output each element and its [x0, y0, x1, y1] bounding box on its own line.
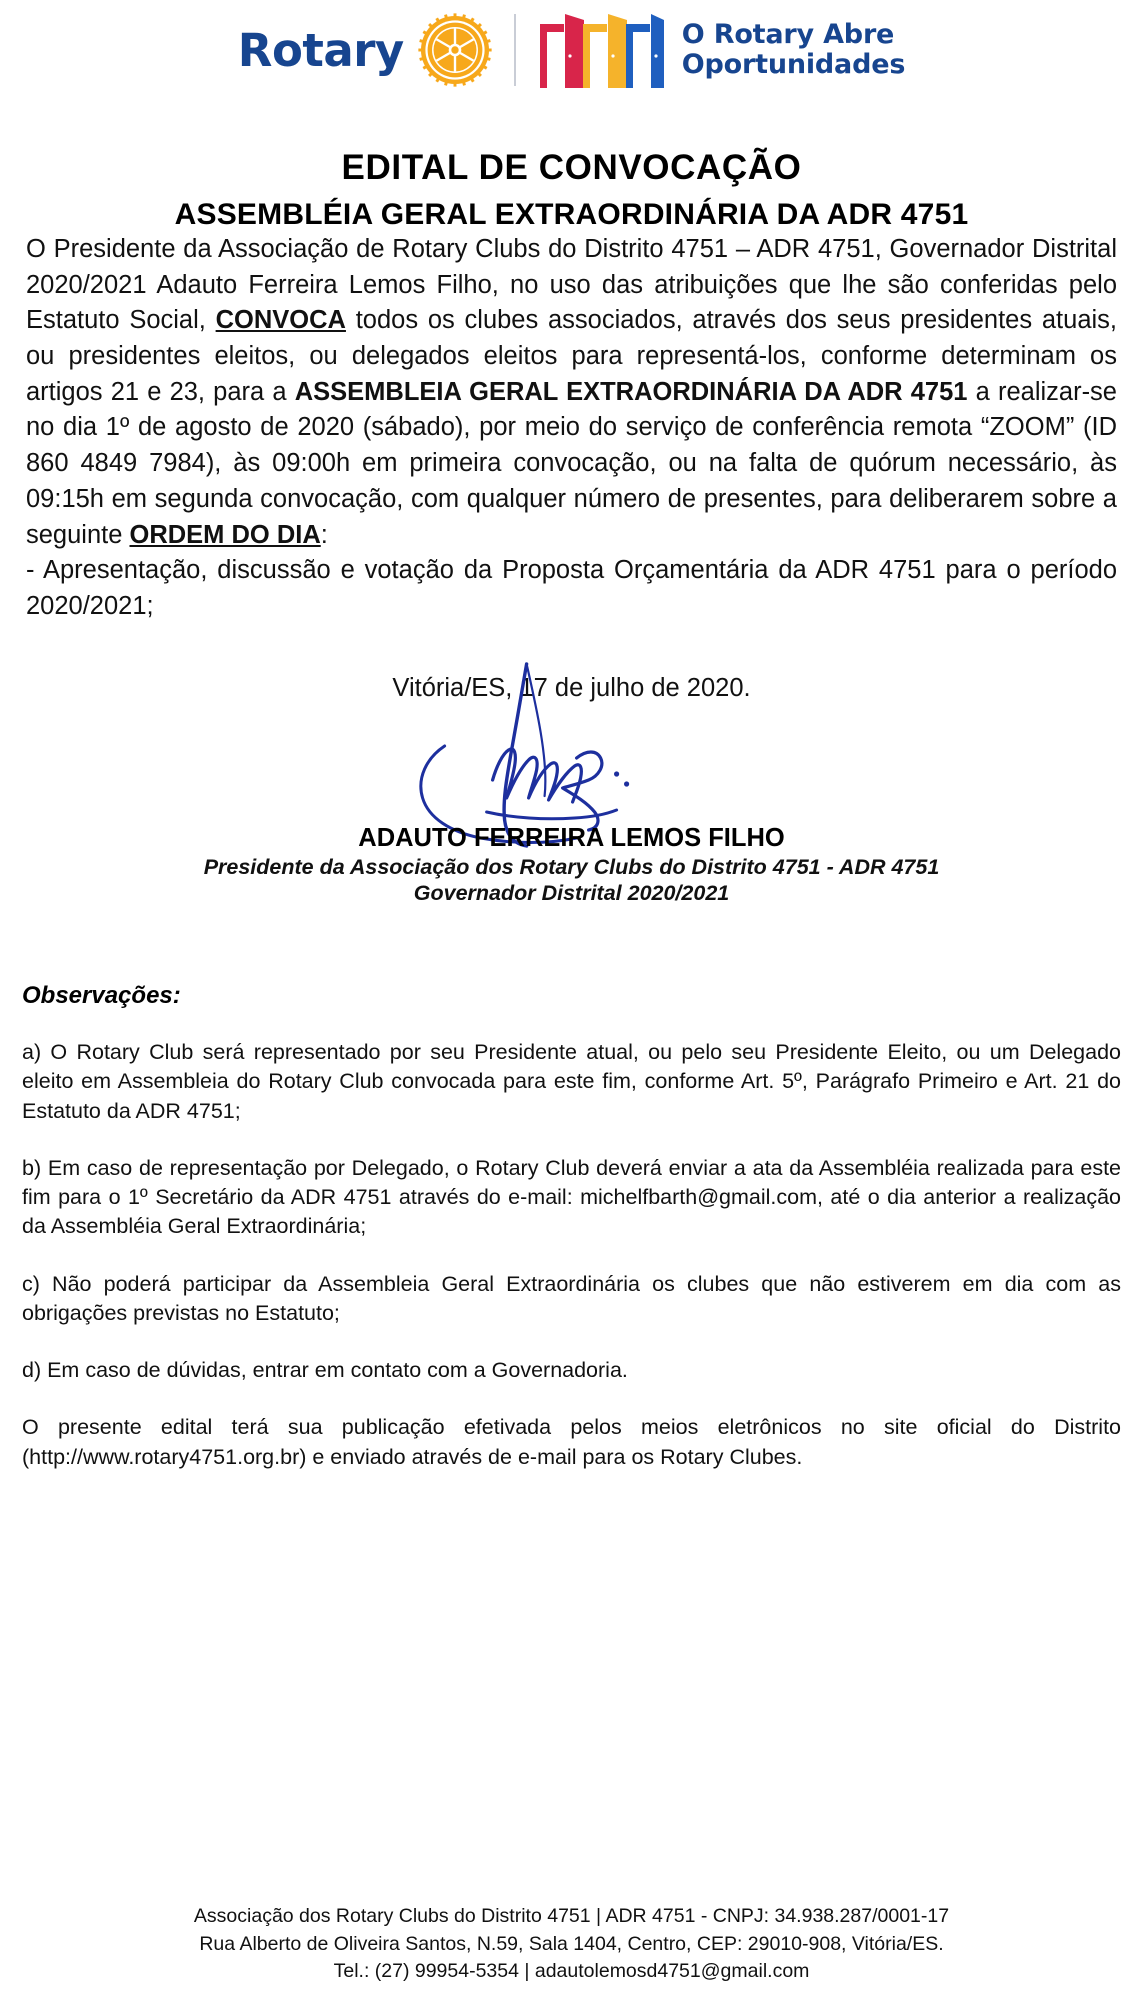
observation-closing-note: O presente edital terá sua publicação efetivada pelos meios eletrônicos no site oficial do Distrito (http://www.rotary4751.org.br) e enviado através de e-mail para os Rotary Clubes.: [22, 1415, 1121, 1469]
convoca-emphasis: CONVOCA: [215, 306, 346, 335]
document-header: [0, 0, 1143, 96]
rotary-logo: [238, 13, 492, 87]
theme-line-2: Oportunidades: [681, 49, 906, 80]
rotary-wordmark: Rotary: [237, 23, 404, 77]
observations-section: [0, 982, 1143, 1472]
main-text-part-1: O Presidente da Associação de Rotary Clubs do Distrito 4751 – ADR 4751, Governador Distrital 2020/2021 Adauto Ferreira Lemos Filho, no uso das atribuições que lhe são conferidas pelo Estatuto Social,: [26, 235, 1117, 335]
observation-item-c: c) Não poderá participar da Assembleia Geral Extraordinária os clubes que não estiverem em dia com as obrigações previstas no Estatuto;: [22, 1271, 1121, 1325]
observations-heading: Observações:: [22, 982, 181, 1010]
rotary-wheel-icon: [418, 13, 492, 87]
main-text-part-4: :: [320, 520, 328, 549]
observation-item-d: d) Em caso de dúvidas, entrar em contato com a Governadoria.: [22, 1358, 628, 1383]
title-block: [0, 148, 1143, 232]
signature-mark-holder: [26, 706, 1117, 824]
signatory-role-line-2: Governador Distrital 2020/2021: [413, 881, 730, 906]
document-body: [0, 232, 1143, 906]
signatory-name: ADAUTO FERREIRA LEMOS FILHO: [358, 824, 785, 853]
theme-line-1: O Rotary Abre: [681, 18, 895, 50]
signature-block: [26, 671, 1117, 907]
logo-divider: [514, 14, 516, 86]
theme-text: [682, 20, 905, 80]
document-footer: [0, 1903, 1143, 1986]
assembleia-emphasis: ASSEMBLEIA GERAL EXTRAORDINÁRIA DA ADR 4751: [294, 377, 968, 406]
ordem-do-dia-emphasis: ORDEM DO DIA: [129, 520, 321, 549]
footer-line-1: Associação dos Rotary Clubs do Distrito 4751 | ADR 4751 - CNPJ: 34.938.287/0001-17: [193, 1904, 950, 1927]
observation-item-b: b) Em caso de representação por Delegado, o Rotary Club deverá enviar a ata da Assembléia realizada para este fim para o 1º Secretário da ADR 4751 através do e-mail: michelfbarth@gmail.com, até o dia anterior a realização da Assembléia Geral Extraordinária;: [22, 1155, 1121, 1239]
main-text-part-2: todos os clubes associados, através dos seus presidentes atuais, ou presidentes eleitos, ou delegados eleitos para representá-los, conforme determinam os artigos 21 e 23, para a: [26, 306, 1117, 406]
city-date-line: Vitória/ES, 17 de julho de 2020.: [392, 673, 751, 702]
footer-line-2: Rua Alberto de Oliveira Santos, N.59, Sala 1404, Centro, CEP: 29010-908, Vitória/ES.: [199, 1932, 944, 1955]
document-subtitle: ASSEMBLÉIA GERAL EXTRAORDINÁRIA DA ADR 4751: [174, 198, 969, 231]
main-paragraph: [26, 232, 1117, 553]
open-doors-icon: [538, 10, 666, 90]
document-title: EDITAL DE CONVOCAÇÃO: [341, 148, 802, 187]
main-text-part-3: a realizar-se no dia 1º de agosto de 2020 (sábado), por meio do serviço de conferência remota “ZOOM” (ID 860 4849 7984), às 09:00h em primeira convocação, ou na falta de quórum necessário, às 09:15h em segunda convocação, com qualquer número de presentes, para deliberarem sobre a seguinte: [26, 377, 1117, 549]
agenda-item: - Apresentação, discussão e votação da Proposta Orçamentária da ADR 4751 para o período 2020/2021;: [26, 556, 1117, 620]
theme-lockup: [538, 10, 905, 90]
signatory-role-line-1: Presidente da Associação dos Rotary Clubs do Distrito 4751 - ADR 4751: [203, 855, 940, 880]
footer-line-3: Tel.: (27) 99954-5354 | adautolemosd4751@gmail.com: [333, 1960, 810, 1983]
observation-item-a: a) O Rotary Club será representado por seu Presidente atual, ou pelo seu Presidente Eleito, ou um Delegado eleito em Assembleia do Rotary Club convocada para este fim, conforme Art. 5º, Parágrafo Primeiro e Art. 21 do Estatuto da ADR 4751;: [22, 1040, 1121, 1123]
